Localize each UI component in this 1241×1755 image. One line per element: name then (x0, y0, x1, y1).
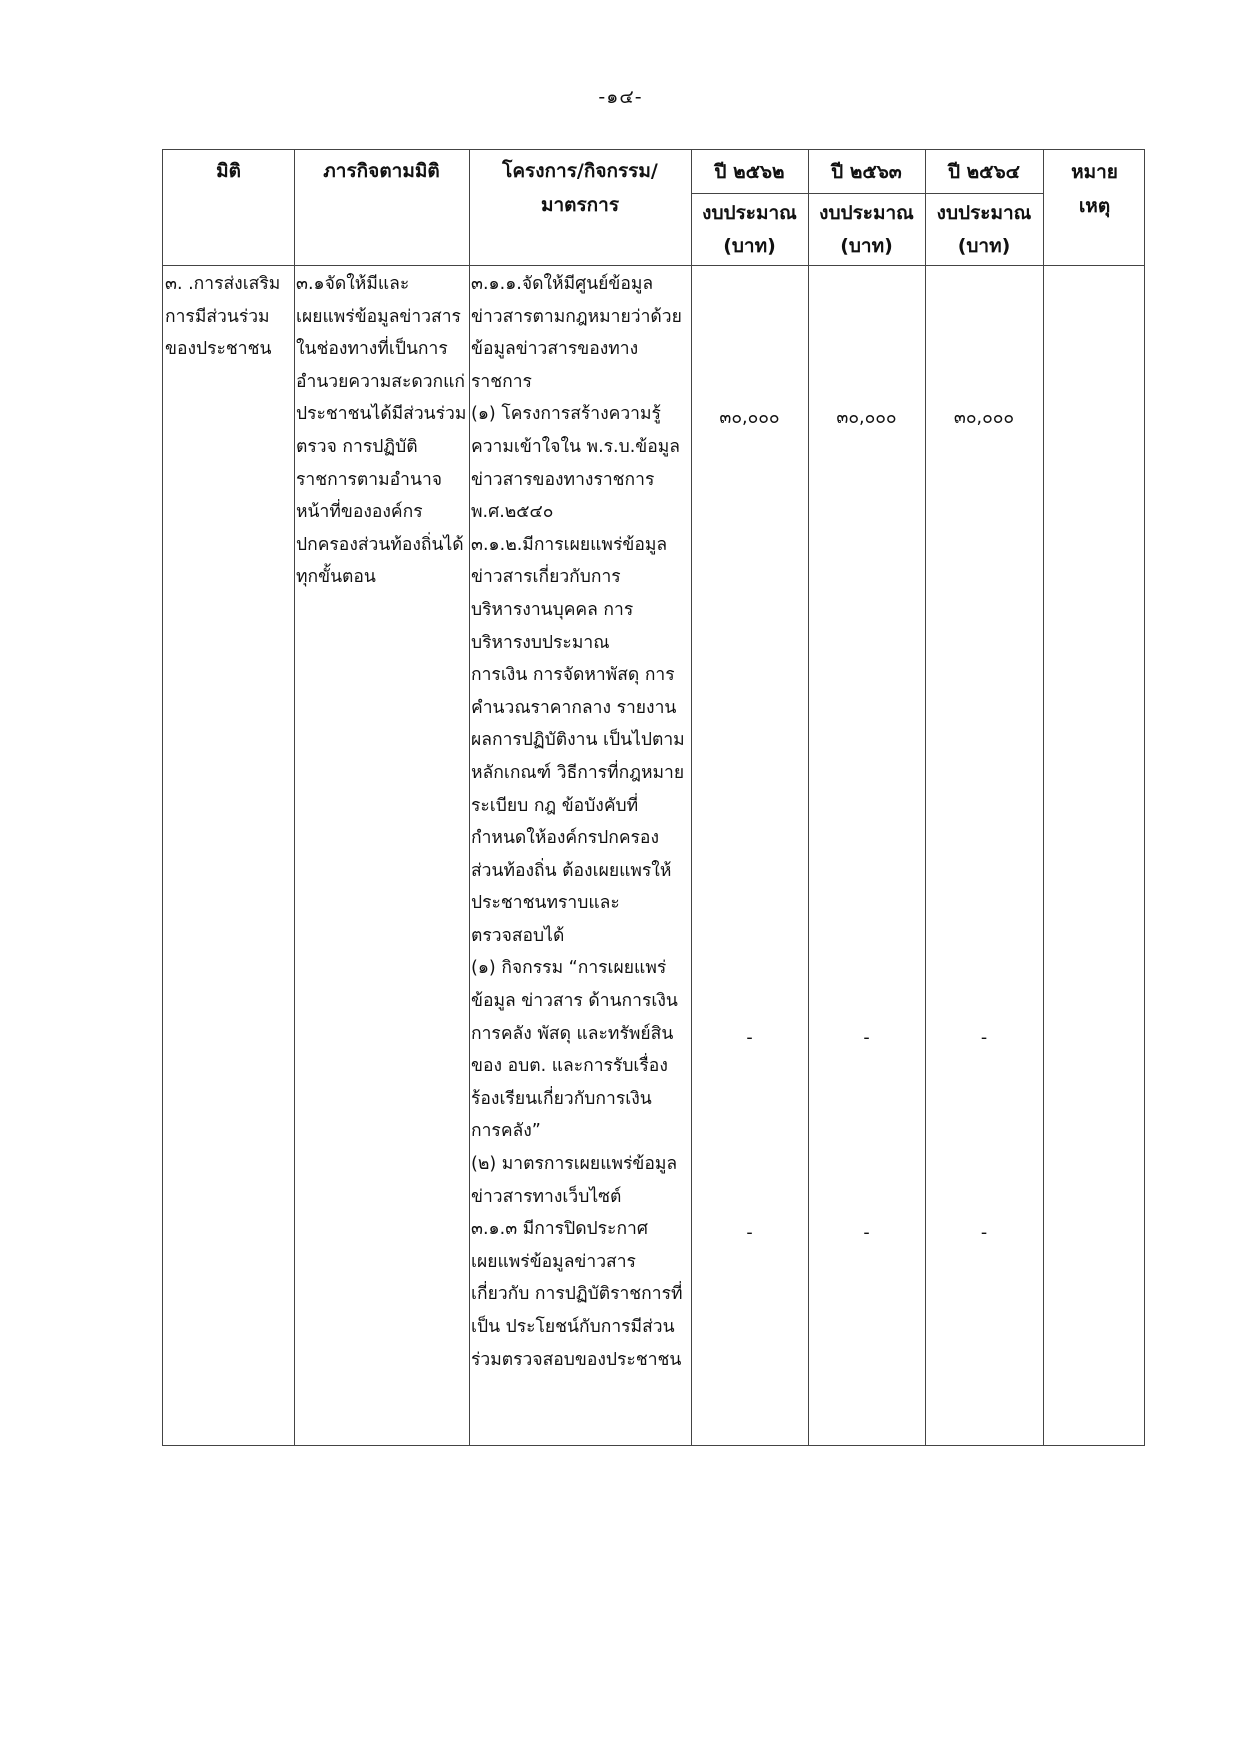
dimension-cell (165, 268, 280, 366)
header-budget-label: งบประมาณ (936, 202, 1032, 224)
amount-2564: - (980, 1223, 988, 1243)
amount-2563: ๓๐,๐๐๐ (836, 408, 897, 428)
project-line: ผลการปฏิบัติงาน เป็นไปตาม (471, 730, 685, 751)
amount-2564: - (980, 1028, 988, 1048)
amount-2562: ๓๐,๐๐๐ (719, 408, 780, 428)
budget-table (162, 149, 1145, 1446)
header-budget-label: งบประมาณ (702, 202, 797, 224)
project-line: ข่าวสารเกี่ยวกับการ (471, 567, 621, 588)
project-line: ข่าวสารของทางราชการ (471, 469, 655, 490)
project-line: (๑) กิจกรรม “การเผยแพร่ (471, 958, 667, 979)
project-line: ระเบียบ กฎ ข้อบังคับที่ (471, 795, 639, 816)
project-line: (๒) มาตรการเผยแพร่ข้อมูล (471, 1154, 678, 1175)
column-divider (691, 150, 692, 1445)
project-line: ๓.๑.๑.จัดให้มีศูนย์ข้อมูล (471, 274, 654, 294)
amount-2563: - (863, 1223, 870, 1243)
header-mission: ภารกิจตามมิติ (323, 160, 440, 182)
amount-2564: ๓๐,๐๐๐ (953, 408, 1015, 428)
header-budget-label: งบประมาณ (819, 202, 914, 224)
mission-line: ราชการตามอำนาจ (296, 469, 443, 490)
project-line: คำนวณราคากลาง รายงาน (471, 697, 677, 718)
mission-cell (296, 268, 466, 594)
dimension-line: ๓. .การส่งเสริม (165, 274, 281, 294)
header-project-line1: โครงการ/กิจกรรม/ (502, 160, 658, 182)
project-line: พ.ศ.๒๕๔๐ (471, 502, 554, 523)
project-line: ๓.๑.๒.มีการเผยแพร่ข้อมูล (471, 534, 668, 555)
page-number: -๑๔- (598, 86, 643, 108)
amount-2562: - (746, 1223, 753, 1243)
project-line: ร้องเรียนเกี่ยวกับการเงิน (471, 1088, 652, 1109)
column-divider (925, 150, 926, 1445)
project-line: ข่าวสารทางเว็บไซต์ (471, 1186, 622, 1207)
column-divider (469, 150, 470, 1445)
column-divider (808, 150, 809, 1445)
project-line: ประชาชนทราบและ (471, 893, 620, 914)
project-line: ข้อมูล ข่าวสาร ด้านการเงิน (471, 991, 678, 1012)
header-year-2563: ปี ๒๕๖๓ (831, 161, 902, 183)
project-line: ข่าวสารตามกฎหมายว่าด้วย (471, 306, 682, 327)
column-divider (1043, 150, 1044, 1445)
header-dimension: มิติ (216, 160, 241, 182)
mission-line: ตรวจ การปฏิบัติ (296, 436, 418, 457)
project-line: การคลัง” (471, 1121, 541, 1142)
project-line: บริหารงบประมาณ (471, 632, 610, 653)
project-line: การเงิน การจัดหาพัสดุ การ (471, 665, 675, 686)
project-line: ราชการ (471, 371, 532, 392)
project-line: บริหารงานบุคคล การ (471, 599, 634, 620)
project-line: เป็น ประโยชน์กับการมีส่วน (471, 1317, 675, 1337)
header-divider (691, 193, 1043, 194)
header-bottom-border (163, 265, 1144, 266)
project-line: ความเข้าใจใน พ.ร.บ.ข้อมูล (471, 436, 681, 457)
header-year-2564: ปี ๒๕๖๔ (947, 161, 1021, 183)
header-unit-label: (บาท) (840, 235, 893, 257)
project-line: (๑) โครงการสร้างความรู้ (471, 404, 661, 425)
mission-line: ปกครองส่วนท้องถิ่นได้ (296, 534, 464, 555)
project-line: ส่วนท้องถิ่น ต้องเผยแพรให้ (471, 860, 672, 881)
dimension-line: การมีส่วนร่วม (165, 306, 270, 327)
project-line: ตรวจสอบได้ (471, 925, 565, 946)
column-divider (294, 150, 295, 1445)
mission-line: หน้าที่ขององค์กร (296, 502, 423, 523)
mission-line: ประชาชนได้มีส่วนร่วม (296, 404, 467, 425)
amount-2563: - (863, 1028, 870, 1048)
project-line: หลักเกณฑ์ วิธีการที่กฎหมาย (471, 762, 685, 783)
mission-line: ในช่องทางที่เป็นการ (296, 339, 448, 360)
header-project-line2: มาตรการ (540, 194, 620, 216)
project-line: ของ อบต. และการรับเรื่อง (471, 1056, 668, 1077)
project-line: ๓.๑.๓ มีการปิดประกาศ (471, 1219, 648, 1240)
header-unit-label: (บาท) (723, 235, 776, 257)
project-line: เผยแพร่ข้อมูลข่าวสาร (471, 1251, 636, 1272)
mission-line: อำนวยความสะดวกแก่ (296, 371, 466, 392)
amount-2562: - (746, 1028, 753, 1048)
header-unit-label: (บาท) (957, 235, 1011, 257)
project-line: ร่วมตรวจสอบของประชาชน (471, 1349, 682, 1370)
mission-line: ๓.๑จัดให้มีและ (296, 274, 410, 294)
project-cell (471, 268, 685, 1376)
mission-line: ทุกขั้นตอน (296, 567, 376, 588)
mission-line: เผยแพร่ข้อมูลข่าวสาร (296, 306, 461, 327)
project-line: เกี่ยวกับ การปฏิบัติราชการที่ (471, 1284, 683, 1305)
dimension-line: ของประชาชน (165, 339, 272, 360)
project-line: ข้อมูลข่าวสารของทาง (471, 339, 639, 360)
header-remark-line2: เหตุ (1078, 195, 1111, 217)
project-line: การคลัง พัสดุ และทรัพย์สิน (471, 1023, 674, 1044)
header-remark-line1: หมาย (1071, 161, 1118, 183)
header-year-2562: ปี ๒๕๖๒ (714, 161, 785, 183)
project-line: กำหนดให้องค์กรปกครอง (471, 828, 659, 849)
